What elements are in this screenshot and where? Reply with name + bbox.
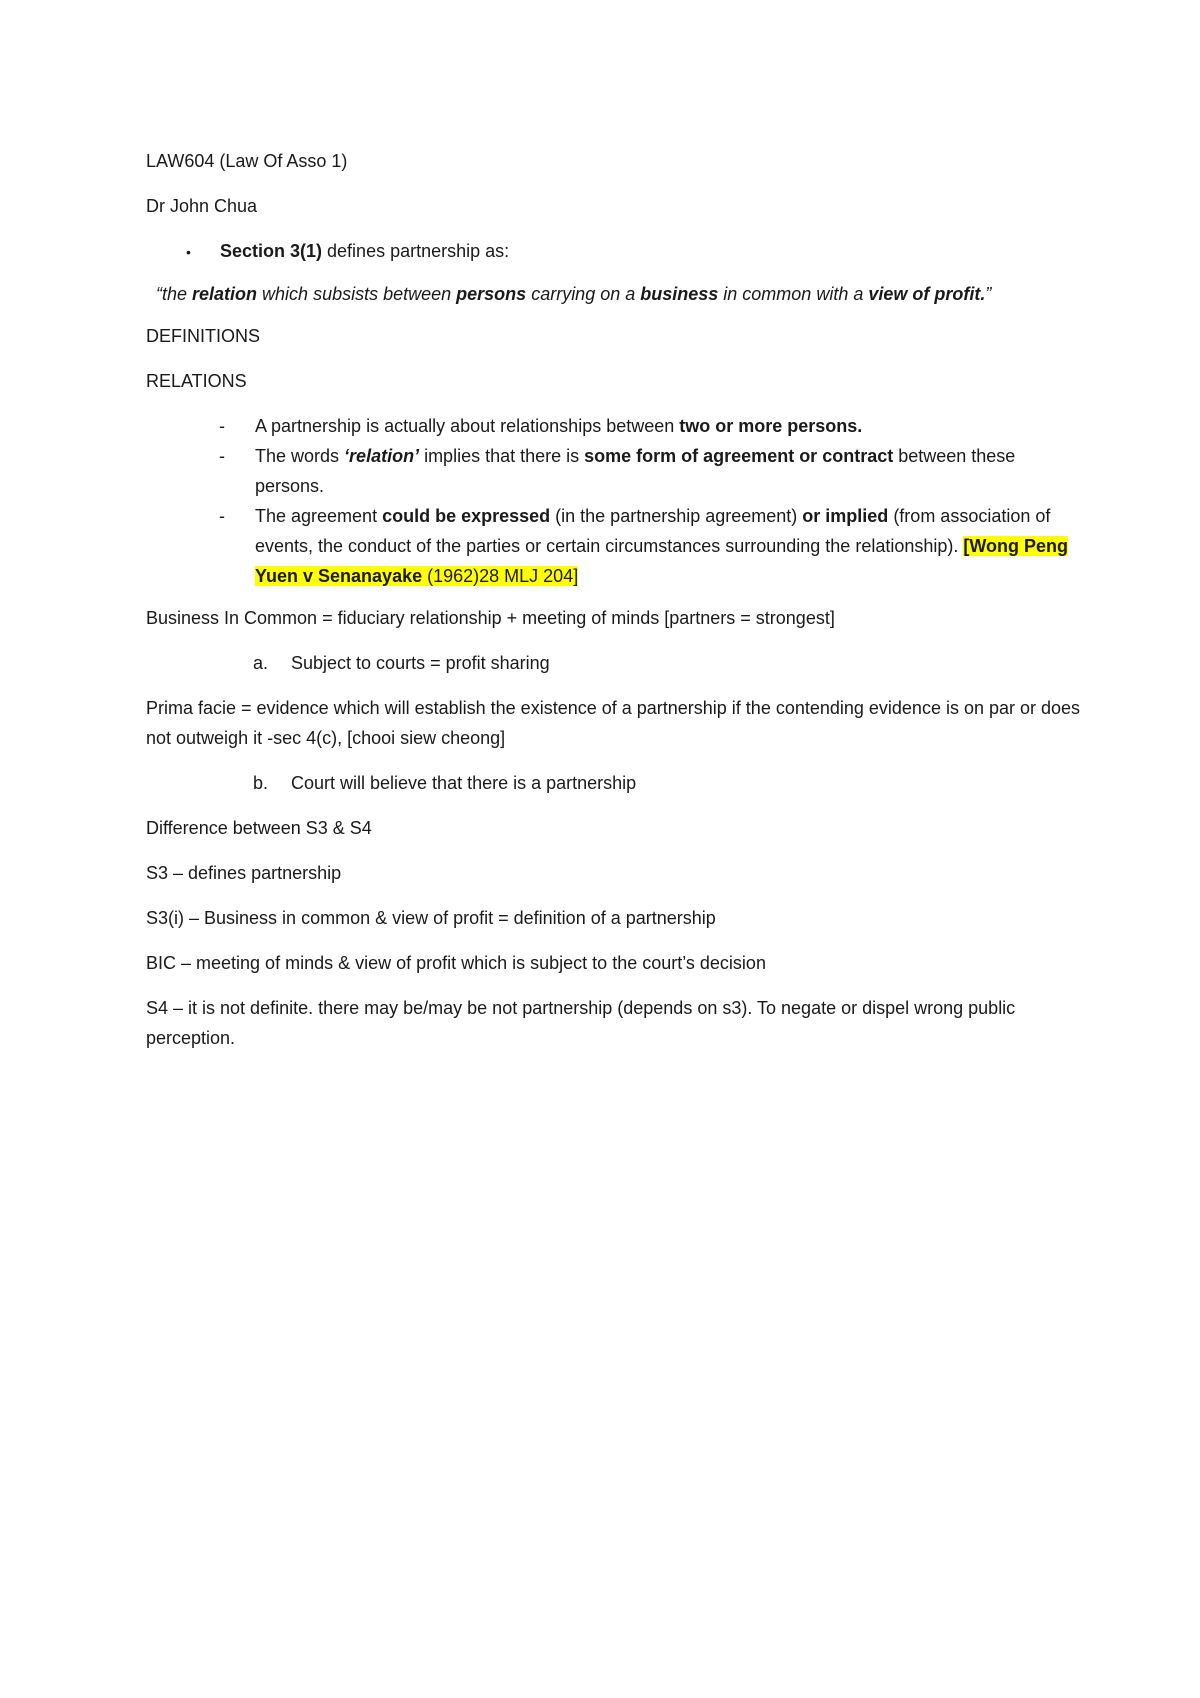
item1-bold: two or more persons.: [679, 416, 863, 436]
item3-text-b: (in the partnership agreement): [550, 506, 803, 526]
dash-marker: -: [219, 416, 225, 436]
list-item: [219, 501, 1086, 591]
section-bullet: [186, 236, 1086, 267]
definition-quote: [146, 279, 1086, 309]
document-body: [146, 146, 1086, 1068]
item3-bold-implied: or implied: [802, 506, 889, 526]
quote-open: “the: [156, 284, 193, 304]
quote-text-1: which subsists between: [257, 284, 457, 304]
sub-text-a: Subject to courts = profit sharing: [291, 653, 550, 673]
item2-text-a: The words: [255, 446, 345, 466]
quote-text-3: in common with a: [718, 284, 869, 304]
heading-definitions: DEFINITIONS: [146, 326, 261, 346]
business-in-common-note: Business In Common = fiduciary relationship + meeting of minds [partners = strongest]: [146, 608, 835, 628]
difference-note: Difference between S3 & S4: [146, 818, 372, 838]
lecturer-name: Dr John Chua: [146, 196, 258, 216]
s3i-note: S3(i) – Business in common & view of profit = definition of a partnership: [146, 908, 716, 928]
quote-close: ”: [985, 284, 992, 304]
sub-marker-a: a.: [253, 653, 269, 673]
list-item: [219, 441, 1086, 501]
quote-word-persons: persons: [456, 284, 527, 304]
section-label-rest: defines partnership as:: [322, 241, 510, 261]
section-text: [220, 236, 509, 266]
relations-list: [146, 411, 1086, 591]
quote-text-2: carrying on a: [526, 284, 641, 304]
course-title: LAW604 (Law Of Asso 1): [146, 151, 348, 171]
case-citation-name: [Wong Peng Yuen v Senanayake: [255, 536, 1069, 586]
item2-bold: some form of agreement or contract: [584, 446, 894, 466]
item3-text-a: The agreement: [255, 506, 383, 526]
quote-word-business: business: [640, 284, 719, 304]
sub-item-b: [253, 768, 1086, 798]
quote-word-view-of-profit: view of profit.: [868, 284, 986, 304]
list-item-text: [255, 441, 1086, 501]
item3-text-c: (from association of events, the conduct of the parties or certain circumstances surrounding the relationship).: [255, 506, 1051, 556]
dash-marker: -: [219, 446, 225, 466]
sub-marker-b: b.: [253, 773, 269, 793]
dash-marker: -: [219, 506, 225, 526]
bic-note: BIC – meeting of minds & view of profit which is subject to the court’s decision: [146, 953, 766, 973]
sub-text-b: Court will believe that there is a partnership: [291, 773, 637, 793]
list-item-text: [255, 501, 1086, 591]
prima-facie-note: Prima facie = evidence which will establish the existence of a partnership if the contending evidence is on par or does not outweigh it -sec 4(c), [chooi siew cheong]: [146, 698, 1081, 748]
case-citation-ref: (1962)28 MLJ 204]: [422, 566, 579, 586]
item2-relation-word: ‘relation’: [344, 446, 420, 466]
sub-item-a: [253, 648, 1086, 678]
item1-text: A partnership is actually about relationships between: [255, 416, 680, 436]
s3-note: S3 – defines partnership: [146, 863, 342, 883]
quote-word-relation: relation: [192, 284, 258, 304]
s4-note: S4 – it is not definite. there may be/may be not partnership (depends on s3). To negate or dispel wrong public perception.: [146, 998, 1016, 1048]
item2-text-c: between these persons.: [255, 446, 1016, 496]
heading-relations: RELATIONS: [146, 371, 247, 391]
item2-text-b: implies that there is: [419, 446, 585, 466]
item3-bold-expressed: could be expressed: [382, 506, 551, 526]
section-label: Section 3(1): [220, 241, 323, 261]
list-item-text: [255, 411, 1086, 441]
bullet-icon: •: [186, 244, 191, 260]
list-item: [219, 411, 1086, 441]
